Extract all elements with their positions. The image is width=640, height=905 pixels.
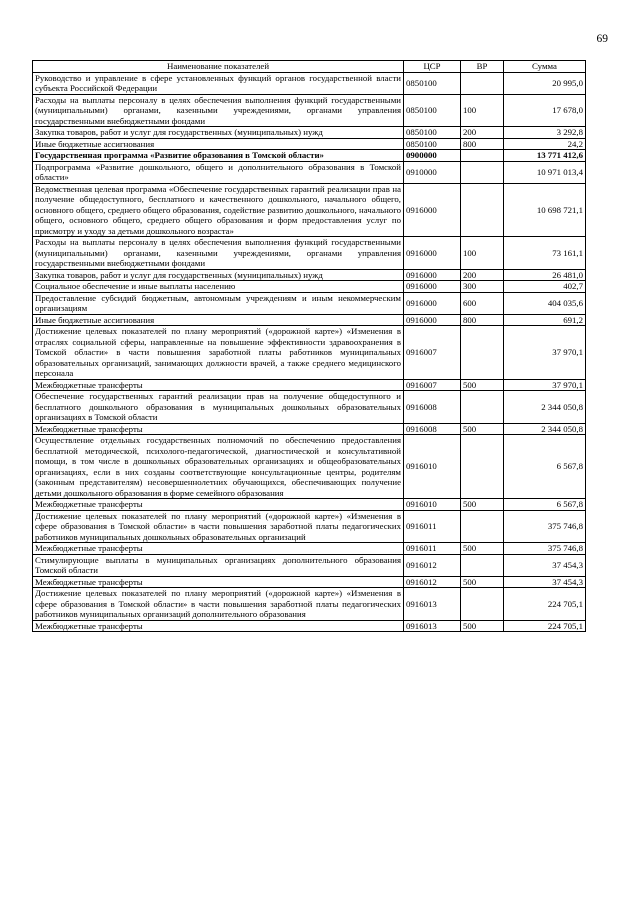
cell-sum: 224 705,1 — [504, 588, 586, 621]
cell-sum: 402,7 — [504, 281, 586, 293]
cell-vr — [461, 588, 504, 621]
cell-vr: 500 — [461, 379, 504, 391]
cell-sum: 10 971 013,4 — [504, 161, 586, 183]
cell-name: Межбюджетные трансферты — [33, 543, 404, 555]
cell-name: Межбюджетные трансферты — [33, 379, 404, 391]
cell-name: Межбюджетные трансферты — [33, 620, 404, 632]
cell-sum: 404 035,6 — [504, 292, 586, 314]
cell-vr — [461, 510, 504, 543]
table-row — [33, 423, 586, 435]
cell-vr: 200 — [461, 127, 504, 139]
cell-sum: 375 746,8 — [504, 510, 586, 543]
cell-vr: 100 — [461, 94, 504, 127]
cell-sum: 10 698 721,1 — [504, 183, 586, 237]
cell-vr — [461, 435, 504, 499]
table-row — [33, 588, 586, 621]
cell-vr: 500 — [461, 620, 504, 632]
cell-sum: 37 454,3 — [504, 554, 586, 576]
table-row — [33, 292, 586, 314]
cell-sum: 13 771 412,6 — [504, 150, 586, 162]
table-row — [33, 379, 586, 391]
cell-vr: 100 — [461, 237, 504, 270]
cell-vr: 800 — [461, 138, 504, 150]
cell-name: Достижение целевых показателей по плану мероприятий («дорожной карте») «Изменения в отраслях социальной сферы, направленные на повышение эффективности здравоохранения в Томской области» в части повышения заработной платы работников муниципальных образовательных организаций, занимающих должности врачей, а также среднего медицинского персонала — [33, 326, 404, 380]
table-row — [33, 391, 586, 424]
cell-name: Государственная программа «Развитие образования в Томской области» — [33, 150, 404, 162]
cell-csr: 0916013 — [404, 588, 461, 621]
table-row — [33, 510, 586, 543]
cell-csr: 0916011 — [404, 543, 461, 555]
cell-csr: 0916000 — [404, 314, 461, 326]
table-row — [33, 499, 586, 511]
cell-sum: 6 567,8 — [504, 435, 586, 499]
cell-sum: 375 746,8 — [504, 543, 586, 555]
cell-name: Межбюджетные трансферты — [33, 576, 404, 588]
cell-name: Иные бюджетные ассигнования — [33, 138, 404, 150]
table-row — [33, 161, 586, 183]
cell-sum: 37 970,1 — [504, 326, 586, 380]
table-row — [33, 269, 586, 281]
cell-name: Расходы на выплаты персоналу в целях обеспечения выполнения функций государственными (муниципальными) органами, казенными учреждениями, органами управления государственными внебюджетными фондами — [33, 237, 404, 270]
cell-name: Достижение целевых показателей по плану мероприятий («дорожной карте») «Изменения в сфере образования в Томской области» в части повышения заработной платы педагогических работников муниципальных организаций дополнительного образования — [33, 588, 404, 621]
cell-vr: 500 — [461, 499, 504, 511]
table-row — [33, 281, 586, 293]
cell-name: Социальное обеспечение и иные выплаты населению — [33, 281, 404, 293]
cell-sum: 691,2 — [504, 314, 586, 326]
cell-sum: 224 705,1 — [504, 620, 586, 632]
cell-csr: 0916011 — [404, 510, 461, 543]
cell-vr: 200 — [461, 269, 504, 281]
cell-csr: 0910000 — [404, 161, 461, 183]
cell-vr: 800 — [461, 314, 504, 326]
table-row — [33, 554, 586, 576]
cell-csr: 0916010 — [404, 499, 461, 511]
cell-vr — [461, 391, 504, 424]
cell-sum: 37 970,1 — [504, 379, 586, 391]
cell-name: Стимулирующие выплаты в муниципальных организациях дополнительного образования Томской области — [33, 554, 404, 576]
table-header-row — [33, 61, 586, 73]
header-vr: ВР — [461, 61, 504, 73]
cell-csr: 0850100 — [404, 72, 461, 94]
table-row — [33, 138, 586, 150]
cell-csr: 0916007 — [404, 326, 461, 380]
page-number: 69 — [596, 33, 608, 45]
cell-vr: 500 — [461, 423, 504, 435]
cell-vr — [461, 326, 504, 380]
cell-sum: 24,2 — [504, 138, 586, 150]
cell-csr: 0850100 — [404, 138, 461, 150]
cell-csr: 0916000 — [404, 183, 461, 237]
cell-name: Подпрограмма «Развитие дошкольного, общего и дополнительного образования в Томской области» — [33, 161, 404, 183]
table-row — [33, 127, 586, 139]
cell-name: Осуществление отдельных государственных полномочий по обеспечению предоставления бесплатной методической, психолого-педагогической, диагностической и консультативной помощи, в том числе в дошкольных образовательных организациях и общеобразовательных организациях, если в них созданы соответствующие консультационные центры, родителям (законным представителям) несовершеннолетних обучающихся, обеспечивающих получение детьми дошкольного образования в форме семейного образования — [33, 435, 404, 499]
cell-name: Предоставление субсидий бюджетным, автономным учреждениям и иным некоммерческим организациям — [33, 292, 404, 314]
cell-name: Закупка товаров, работ и услуг для государственных (муниципальных) нужд — [33, 269, 404, 281]
cell-csr: 0916007 — [404, 379, 461, 391]
cell-csr: 0916000 — [404, 292, 461, 314]
cell-name: Ведомственная целевая программа «Обеспечение государственных гарантий реализации прав на получение общедоступного, бесплатного и качественного дошкольного, начального общего, основного общего, среднего общего образования, содействие развитию дошкольного, начального общего, основного общего, среднего общего образования и форм предоставления услуг по присмотру и уходу за детьми дошкольного возраста» — [33, 183, 404, 237]
cell-name: Закупка товаров, работ и услуг для государственных (муниципальных) нужд — [33, 127, 404, 139]
cell-vr: 500 — [461, 576, 504, 588]
cell-csr: 0850100 — [404, 127, 461, 139]
cell-vr — [461, 72, 504, 94]
table-row — [33, 576, 586, 588]
cell-csr: 0916010 — [404, 435, 461, 499]
cell-csr: 0916000 — [404, 281, 461, 293]
table-body — [33, 72, 586, 632]
cell-sum: 17 678,0 — [504, 94, 586, 127]
cell-vr — [461, 183, 504, 237]
cell-sum: 20 995,0 — [504, 72, 586, 94]
cell-sum: 2 344 050,8 — [504, 423, 586, 435]
table-row — [33, 326, 586, 380]
cell-sum: 2 344 050,8 — [504, 391, 586, 424]
table-row — [33, 543, 586, 555]
table-row — [33, 620, 586, 632]
table-row — [33, 150, 586, 162]
cell-name: Руководство и управление в сфере установленных функций органов государственной власти субъекта Российской Федерации — [33, 72, 404, 94]
cell-vr: 500 — [461, 543, 504, 555]
table-row — [33, 94, 586, 127]
cell-sum: 6 567,8 — [504, 499, 586, 511]
table-row — [33, 314, 586, 326]
cell-sum: 73 161,1 — [504, 237, 586, 270]
cell-sum: 3 292,8 — [504, 127, 586, 139]
table-row — [33, 435, 586, 499]
cell-vr — [461, 150, 504, 162]
cell-name: Межбюджетные трансферты — [33, 423, 404, 435]
cell-csr: 0916000 — [404, 269, 461, 281]
cell-vr — [461, 554, 504, 576]
cell-sum: 26 481,0 — [504, 269, 586, 281]
budget-table — [32, 60, 586, 632]
cell-vr: 300 — [461, 281, 504, 293]
cell-csr: 0916013 — [404, 620, 461, 632]
cell-csr: 0916008 — [404, 423, 461, 435]
table-row — [33, 237, 586, 270]
header-name: Наименование показателей — [33, 61, 404, 73]
cell-csr: 0916000 — [404, 237, 461, 270]
cell-csr: 0916012 — [404, 554, 461, 576]
cell-vr — [461, 161, 504, 183]
cell-sum: 37 454,3 — [504, 576, 586, 588]
header-csr: ЦСР — [404, 61, 461, 73]
cell-vr: 600 — [461, 292, 504, 314]
table-row — [33, 72, 586, 94]
table-row — [33, 183, 586, 237]
cell-csr: 0850100 — [404, 94, 461, 127]
cell-csr: 0916012 — [404, 576, 461, 588]
cell-name: Расходы на выплаты персоналу в целях обеспечения выполнения функций государственными (муниципальными) органами, казенными учреждениями, органами управления государственными внебюджетными фондами — [33, 94, 404, 127]
cell-csr: 0916008 — [404, 391, 461, 424]
cell-csr: 0900000 — [404, 150, 461, 162]
cell-name: Обеспечение государственных гарантий реализации прав на получение общедоступного и бесплатного дошкольного образования в муниципальных дошкольных образовательных организациях в Томской области — [33, 391, 404, 424]
cell-name: Межбюджетные трансферты — [33, 499, 404, 511]
cell-name: Достижение целевых показателей по плану мероприятий («дорожной карте») «Изменения в сфере образования в Томской области» в части повышения заработной платы педагогических работников муниципальных дошкольных образовательных организаций — [33, 510, 404, 543]
cell-name: Иные бюджетные ассигнования — [33, 314, 404, 326]
header-sum: Сумма — [504, 61, 586, 73]
